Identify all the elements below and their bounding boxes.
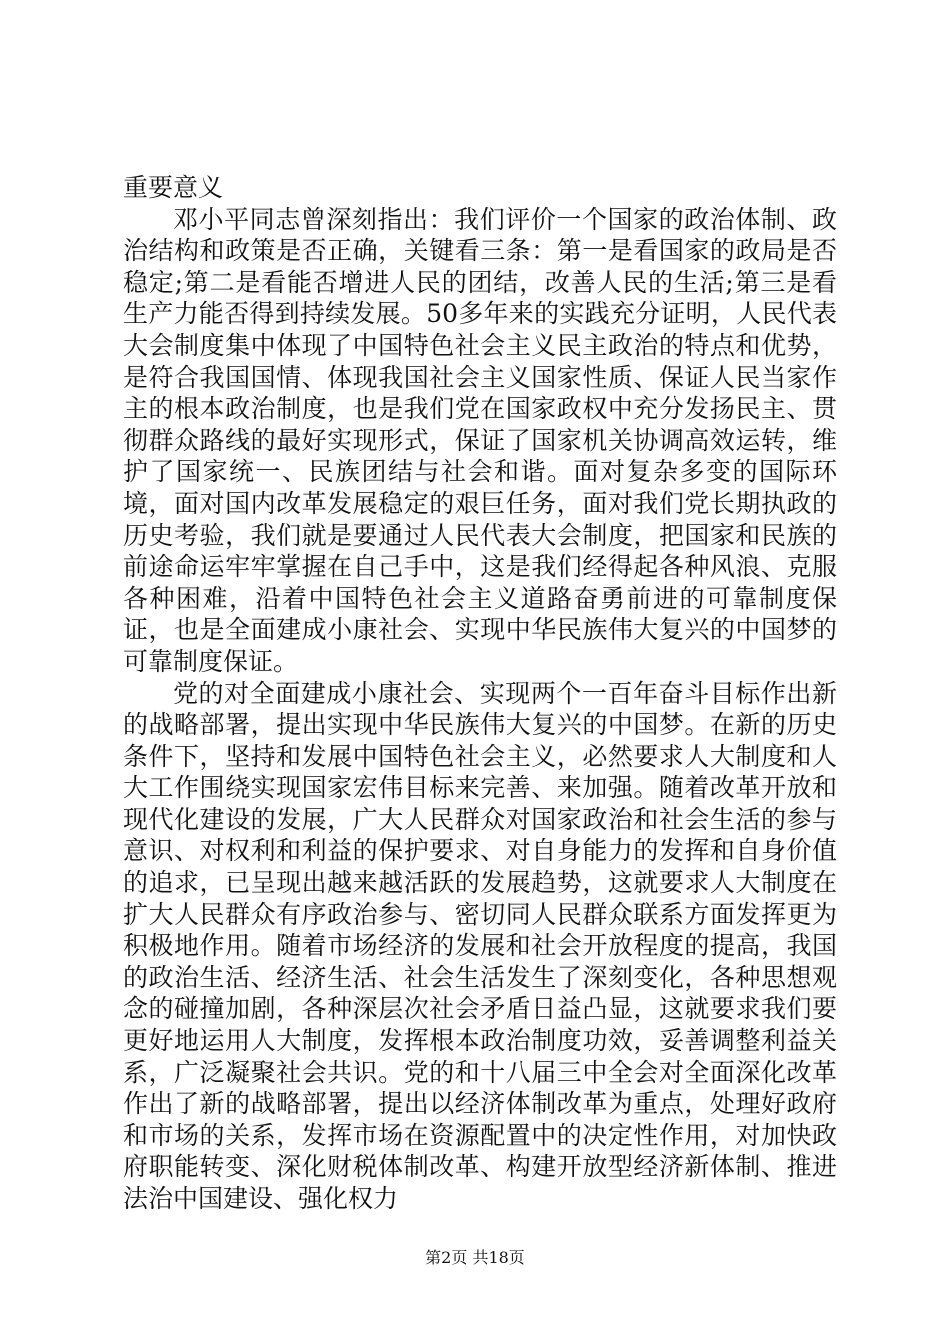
paragraph-1: 邓小平同志曾深刻指出：我们评价一个国家的政治体制、政治结构和政策是否正确，关键看三条：第一是看国家的政局是否稳定;第二是看能否增进人民的团结，改善人民的生活;第三是看生产力能否得到持续发展。50多年来的实践充分证明，人民代表大会制度集中体现了中国特色社会主义民主政治的特点和优势，是符合我国国情、体现我国社会主义国家性质、保证人民当家作主的根本政治制度，也是我们党在国家政权中充分发扬民主、贯彻群众路线的最好实现形式，保证了国家机关协调高效运转，维护了国家统一、民族团结与社会和谐。面对复杂多变的国际环境，面对国内改革发展稳定的艰巨任务，面对我们党长期执政的历史考验，我们就是要通过人民代表大会制度，把国家和民族的前途命运牢牢掌握在自己手中，这是我们经得起各种风浪、克服各种困难，沿着中国特色社会主义道路奋勇前进的可靠制度保证，也是全面建成小康社会、实现中华民族伟大复兴的中国梦的可靠制度保证。 — [123, 204, 837, 676]
section-heading: 重要意义 — [123, 173, 224, 202]
page-footer: 第2页 共18页 — [425, 1248, 525, 1267]
document-body — [123, 172, 837, 1215]
paragraph-2: 党的对全面建成小康社会、实现两个一百年奋斗目标作出新的战略部署，提出实现中华民族伟大复兴的中国梦。在新的历史条件下，坚持和发展中国特色社会主义，必然要求人大制度和人大工作围绕实现国家宏伟目标来完善、来加强。随着改革开放和现代化建设的发展，广大人民群众对国家政治和社会生活的参与意识、对权利和利益的保护要求、对自身能力的发挥和自身价值的追求，已呈现出越来越活跃的发展趋势，这就要求人大制度在扩大人民群众有序政治参与、密切同人民群众联系方面发挥更为积极地作用。随着市场经济的发展和社会开放程度的提高，我国的政治生活、经济生活、社会生活发生了深刻变化，各种思想观念的碰撞加剧，各种深层次社会矛盾日益凸显，这就要求我们要更好地运用人大制度，发挥根本政治制度功效，妥善调整利益关系，广泛凝聚社会共识。党的和十八届三中全会对全面深化改革作出了新的战略部署，提出以经济体制改革为重点，处理好政府和市场的关系，发挥市场在资源配置中的决定性作用，对加快政府职能转变、深化财税体制改革、构建开放型经济新体制、推进法治中国建设、强化权力 — [123, 678, 837, 1213]
